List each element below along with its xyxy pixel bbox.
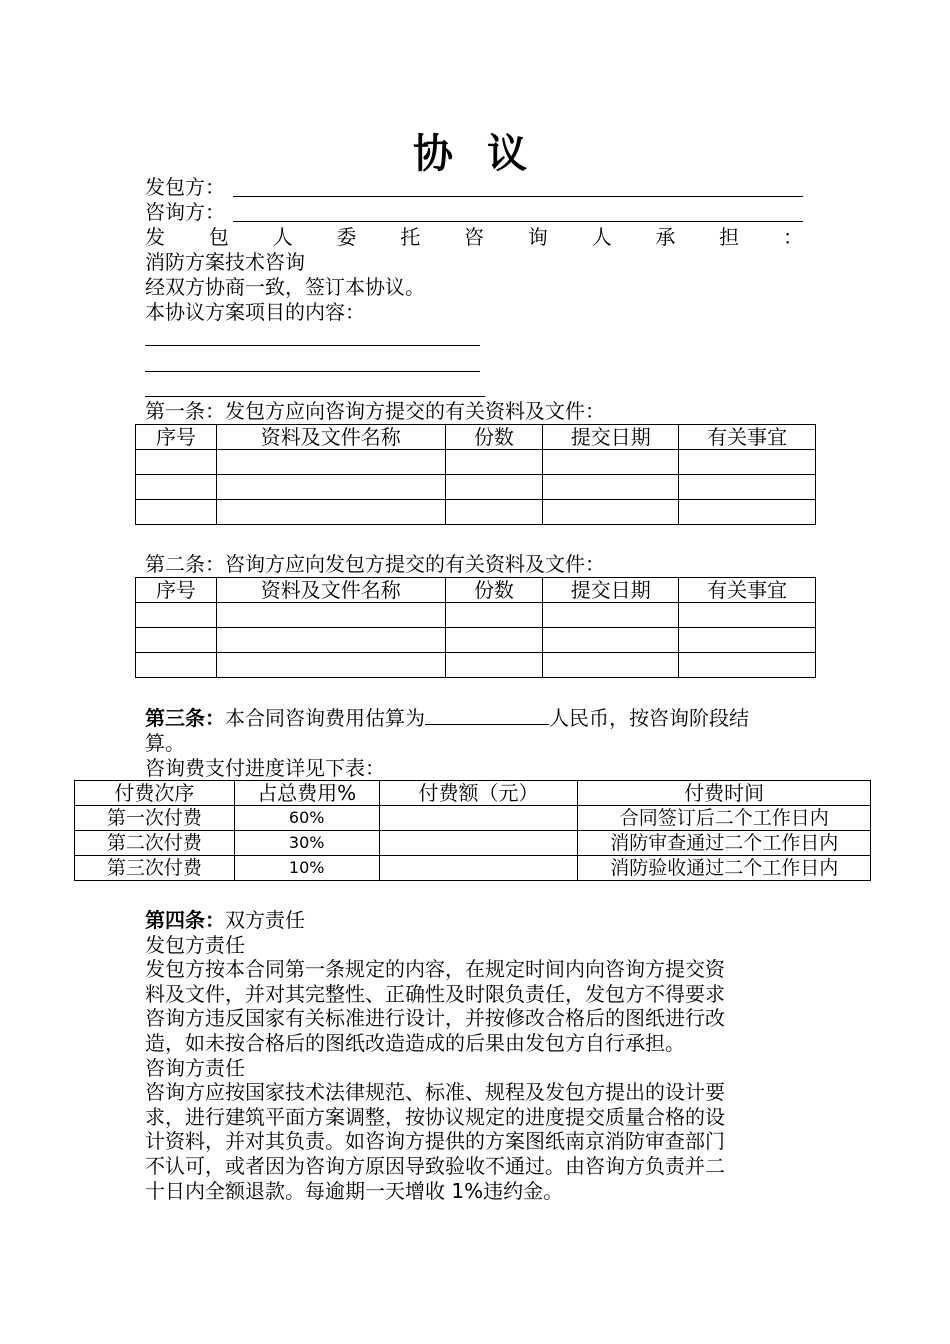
payment-order: 第三次付费	[75, 856, 235, 881]
article2-table	[135, 577, 816, 678]
article3-text-c: 算。	[145, 731, 185, 755]
delegation-char: 托	[400, 225, 421, 249]
fee-blank	[425, 706, 549, 725]
article3-text-b: 人民币，按咨询阶段结	[549, 706, 749, 730]
delegation-char: 人	[272, 225, 293, 249]
payment-order: 第二次付费	[75, 831, 235, 856]
payment-time: 消防审查通过二个工作日内	[578, 831, 871, 856]
document-title: 协 议	[413, 131, 537, 177]
table-header: 提交日期	[543, 425, 679, 450]
article1-table	[135, 424, 816, 525]
table-header: 付费次序	[75, 781, 235, 806]
party-b-resp-line: 求，进行建筑平面方案调整，按协议规定的进度提交质量合格的设	[145, 1104, 725, 1129]
article2-heading: 第二条：咨询方应向发包方提交的有关资料及文件：	[145, 552, 605, 576]
content-blank-1	[145, 345, 480, 346]
table-row	[136, 653, 816, 678]
payment-percent: 30%	[234, 831, 379, 856]
table-header: 份数	[445, 578, 543, 603]
party-b-resp-line: 计资料，并对其负责。如咨询方提供的方案图纸南京消防审查部门	[145, 1129, 725, 1154]
table-row	[136, 500, 816, 525]
table-header: 有关事宜	[679, 425, 816, 450]
party-a-resp-title: 发包方责任	[145, 932, 245, 957]
party-b-resp-line: 不认可，或者因为咨询方原因导致验收不通过。由咨询方负责并二	[145, 1153, 725, 1178]
delegation-char: 人	[591, 225, 612, 249]
table-header: 份数	[445, 425, 543, 450]
payment-percent: 60%	[234, 806, 379, 831]
table-header: 提交日期	[543, 578, 679, 603]
table-row	[75, 831, 871, 856]
article1-heading: 第一条：发包方应向咨询方提交的有关资料及文件：	[145, 399, 605, 423]
party-a-label: 发包方：	[145, 175, 225, 199]
payment-amount	[379, 856, 578, 881]
party-a-resp-line: 造，如未按合格后的图纸改造造成的后果由发包方自行承担。	[145, 1030, 685, 1055]
payment-amount	[379, 806, 578, 831]
content-label: 本协议方案项目的内容：	[145, 300, 365, 324]
table-header: 序号	[136, 425, 217, 450]
delegation-char: ：	[782, 225, 803, 249]
schedule-intro: 咨询费支付进度详见下表：	[145, 756, 385, 780]
article3-text-a: 本合同咨询费用估算为	[225, 706, 425, 730]
table-header: 占总费用%	[234, 781, 379, 806]
table-row	[75, 806, 871, 831]
payment-amount	[379, 831, 578, 856]
delegation-char: 承	[655, 225, 676, 249]
party-b-blank	[233, 221, 803, 222]
payment-time: 消防验收通过二个工作日内	[578, 856, 871, 881]
party-a-resp-line: 咨询方违反国家有关标准进行设计，并按修改合格后的图纸进行改	[145, 1006, 725, 1031]
article3-label: 第三条：	[145, 706, 225, 730]
article4-heading	[145, 908, 810, 933]
table-header: 序号	[136, 578, 217, 603]
delegation-char: 担	[719, 225, 740, 249]
agreement-line: 经双方协商一致，签订本协议。	[145, 275, 425, 299]
party-b-resp-line: 咨询方应按国家技术法律规范、标准、规程及发包方提出的设计要	[145, 1080, 725, 1105]
payment-percent: 10%	[234, 856, 379, 881]
payment-time: 合同签订后二个工作日内	[578, 806, 871, 831]
party-a-resp-line: 料及文件，并对其完整性、正确性及时限负责任，发包方不得要求	[145, 981, 725, 1006]
article4-label: 第四条：	[145, 908, 225, 932]
payment-table	[74, 780, 871, 881]
delegation-char: 委	[336, 225, 357, 249]
table-row	[136, 450, 816, 475]
table-header: 资料及文件名称	[216, 425, 445, 450]
delegation-item: 消防方案技术咨询	[145, 250, 305, 274]
table-header: 资料及文件名称	[216, 578, 445, 603]
delegation-line	[145, 225, 803, 249]
payment-order: 第一次付费	[75, 806, 235, 831]
table-row	[75, 856, 871, 881]
delegation-char: 发	[145, 225, 165, 249]
content-blank-3	[145, 396, 485, 397]
party-b-resp-title: 咨询方责任	[145, 1055, 245, 1080]
table-header: 付费时间	[578, 781, 871, 806]
content-blank-2	[145, 371, 480, 372]
party-a-resp-line: 发包方按本合同第一条规定的内容，在规定时间内向咨询方提交资	[145, 957, 725, 982]
article4	[145, 908, 810, 1203]
delegation-char: 咨	[463, 225, 484, 249]
table-header: 有关事宜	[679, 578, 816, 603]
table-row	[136, 628, 816, 653]
party-b-label: 咨询方：	[145, 200, 225, 224]
article4-text: 双方责任	[225, 908, 305, 932]
delegation-char: 包	[208, 225, 229, 249]
article3-line	[145, 706, 749, 730]
delegation-char: 询	[527, 225, 548, 249]
table-row	[136, 603, 816, 628]
party-a-blank	[233, 196, 803, 197]
table-header: 付费额（元）	[379, 781, 578, 806]
table-row	[136, 475, 816, 500]
party-b-resp-line: 十日内全额退款。每逾期一天增收 1%违约金。	[145, 1178, 564, 1203]
